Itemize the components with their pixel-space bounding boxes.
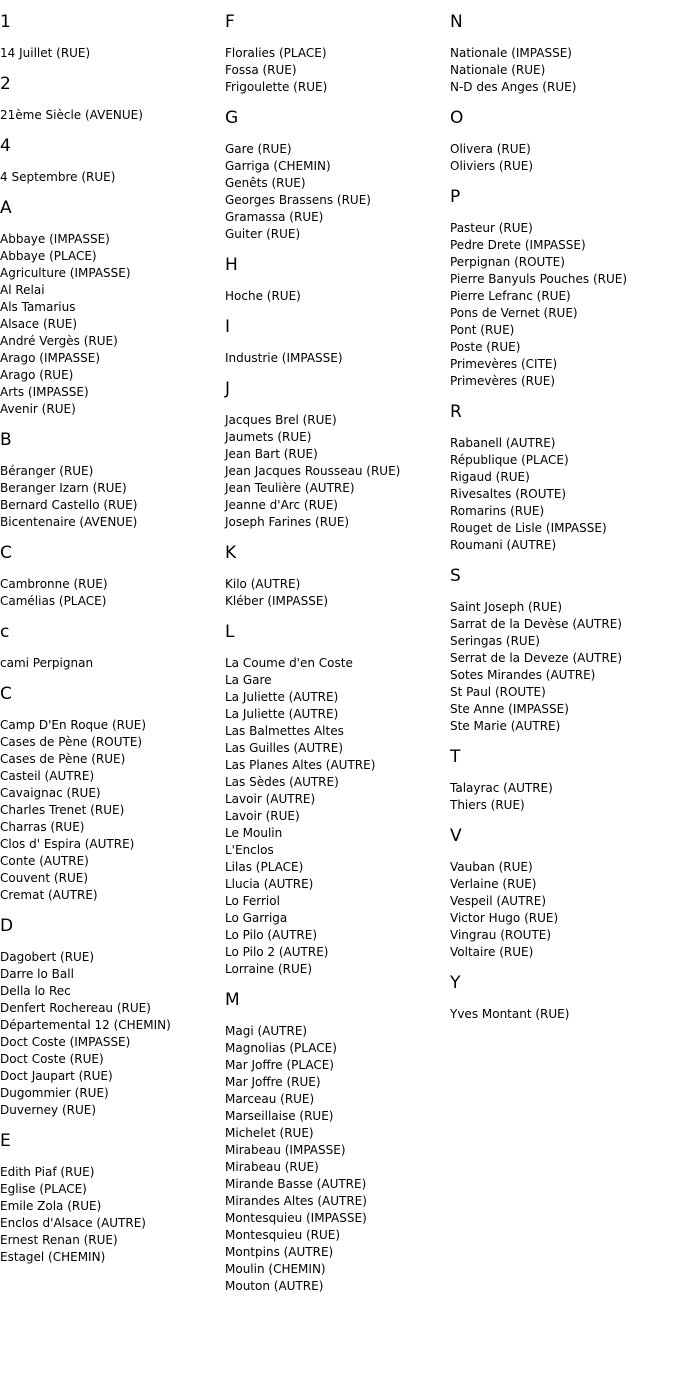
street-item: Arts (IMPASSE)	[0, 385, 89, 399]
street-item: Montesquieu (IMPASSE)	[225, 1211, 367, 1225]
street-item: Pasteur (RUE)	[450, 221, 533, 235]
letter-group	[225, 543, 445, 610]
street-item: 21ème Siècle (AVENUE)	[0, 108, 143, 122]
group-letter-heading: A	[0, 198, 12, 218]
street-item: Pierre Banyuls Pouches (RUE)	[450, 272, 628, 286]
street-item: République (PLACE)	[450, 453, 569, 467]
letter-group	[225, 12, 445, 96]
letter-group	[0, 136, 220, 186]
group-letter-heading: C	[0, 543, 12, 563]
street-item: Charras (RUE)	[0, 820, 85, 834]
street-item: Las Planes Altes (AUTRE)	[225, 758, 376, 772]
street-item: Frigoulette (RUE)	[225, 80, 328, 94]
street-item: Las Balmettes Altes	[225, 724, 344, 738]
street-item: Estagel (CHEMIN)	[0, 1250, 106, 1264]
group-letter-heading: P	[450, 187, 461, 207]
street-item: Bernard Castello (RUE)	[0, 498, 138, 512]
street-item: Las Sèdes (AUTRE)	[225, 775, 339, 789]
street-index-column-2	[225, 0, 445, 1295]
street-item: Abbaye (IMPASSE)	[0, 232, 110, 246]
letter-group	[450, 187, 675, 390]
street-item: Clos d' Espira (AUTRE)	[0, 837, 135, 851]
group-letter-heading: D	[0, 916, 14, 936]
street-item: Pons de Vernet (RUE)	[450, 306, 578, 320]
street-item: Vauban (RUE)	[450, 860, 533, 874]
street-item: Avenir (RUE)	[0, 402, 76, 416]
letter-group	[0, 1131, 220, 1266]
street-item: L'Enclos	[225, 843, 274, 857]
street-item: Michelet (RUE)	[225, 1126, 314, 1140]
street-item: Romarins (RUE)	[450, 504, 545, 518]
group-letter-heading: K	[225, 543, 237, 563]
street-list	[0, 949, 220, 1119]
letter-group	[0, 12, 220, 62]
street-item: Victor Hugo (RUE)	[450, 911, 559, 925]
street-item: Georges Brassens (RUE)	[225, 193, 371, 207]
street-item: Marceau (RUE)	[225, 1092, 315, 1106]
street-item: Rigaud (RUE)	[450, 470, 530, 484]
street-item: St Paul (ROUTE)	[450, 685, 546, 699]
group-letter-heading: C	[0, 684, 12, 704]
street-item: Jean Jacques Rousseau (RUE)	[225, 464, 401, 478]
group-letter-heading: I	[225, 317, 231, 337]
street-item: Mouton (AUTRE)	[225, 1279, 324, 1293]
street-item: Vingrau (ROUTE)	[450, 928, 552, 942]
street-item: Lilas (PLACE)	[225, 860, 304, 874]
letter-group	[450, 12, 675, 96]
letter-group	[0, 916, 220, 1119]
group-letter-heading: R	[450, 402, 462, 422]
street-item: Charles Trenet (RUE)	[0, 803, 125, 817]
street-item: Nationale (IMPASSE)	[450, 46, 572, 60]
street-item: Arago (IMPASSE)	[0, 351, 101, 365]
street-item: Montesquieu (RUE)	[225, 1228, 341, 1242]
street-item: Edith Piaf (RUE)	[0, 1165, 95, 1179]
group-letter-heading: N	[450, 12, 463, 32]
street-list	[0, 1164, 220, 1266]
street-list	[0, 717, 220, 904]
street-item: Mar Joffre (PLACE)	[225, 1058, 334, 1072]
street-item: La Coume d'en Coste	[225, 656, 353, 670]
street-item: Magnolias (PLACE)	[225, 1041, 337, 1055]
street-list	[450, 45, 675, 96]
street-item: Genêts (RUE)	[225, 176, 306, 190]
street-item: Vespeil (AUTRE)	[450, 894, 546, 908]
letter-group	[0, 74, 220, 124]
street-item: Mirandes Altes (AUTRE)	[225, 1194, 367, 1208]
letter-group	[0, 684, 220, 904]
letter-group	[450, 826, 675, 961]
street-item: Sarrat de la Devèse (AUTRE)	[450, 617, 622, 631]
street-item: Ernest Renan (RUE)	[0, 1233, 118, 1247]
street-list	[450, 1006, 675, 1023]
street-item: Pont (RUE)	[450, 323, 515, 337]
street-item: Eglise (PLACE)	[0, 1182, 87, 1196]
street-item: La Juliette (AUTRE)	[225, 707, 339, 721]
group-letter-heading: B	[0, 430, 12, 450]
street-item: Cambronne (RUE)	[0, 577, 108, 591]
street-item: Cremat (AUTRE)	[0, 888, 98, 902]
street-list	[0, 169, 220, 186]
street-item: N-D des Anges (RUE)	[450, 80, 577, 94]
street-item: Seringas (RUE)	[450, 634, 540, 648]
street-item: André Vergès (RUE)	[0, 334, 118, 348]
street-item: Jeanne d'Arc (RUE)	[225, 498, 338, 512]
street-list	[450, 859, 675, 961]
street-item: Abbaye (PLACE)	[0, 249, 97, 263]
street-list	[0, 463, 220, 531]
street-item: Serrat de la Deveze (AUTRE)	[450, 651, 623, 665]
street-item: Camélias (PLACE)	[0, 594, 107, 608]
street-item: Jacques Brel (RUE)	[225, 413, 337, 427]
street-item: Camp D'En Roque (RUE)	[0, 718, 147, 732]
group-letter-heading: 1	[0, 12, 11, 32]
street-item: Cavaignac (RUE)	[0, 786, 101, 800]
street-list	[225, 141, 445, 243]
street-item: Arago (RUE)	[0, 368, 74, 382]
street-item: Jaumets (RUE)	[225, 430, 312, 444]
street-item: Marseillaise (RUE)	[225, 1109, 334, 1123]
street-item: Talayrac (AUTRE)	[450, 781, 553, 795]
letter-group	[450, 566, 675, 735]
letter-group	[0, 543, 220, 610]
street-item: Floralies (PLACE)	[225, 46, 327, 60]
street-item: Magi (AUTRE)	[225, 1024, 308, 1038]
street-item: Dagobert (RUE)	[0, 950, 95, 964]
street-item: 14 Juillet (RUE)	[0, 46, 91, 60]
street-list	[0, 231, 220, 418]
letter-group	[0, 622, 220, 672]
group-letter-heading: 4	[0, 136, 11, 156]
letter-group	[225, 108, 445, 243]
street-item: cami Perpignan	[0, 656, 94, 670]
letter-group	[225, 317, 445, 367]
street-item: Llucia (AUTRE)	[225, 877, 314, 891]
street-item: Le Moulin	[225, 826, 283, 840]
group-letter-heading: T	[450, 747, 461, 767]
street-item: Lo Ferriol	[225, 894, 280, 908]
street-item: Primevères (RUE)	[450, 374, 556, 388]
street-item: Garriga (CHEMIN)	[225, 159, 331, 173]
street-item: Joseph Farines (RUE)	[225, 515, 350, 529]
street-item: Rivesaltes (ROUTE)	[450, 487, 567, 501]
street-item: Mar Joffre (RUE)	[225, 1075, 321, 1089]
street-list	[225, 1023, 445, 1295]
street-list	[450, 599, 675, 735]
street-item: Ste Marie (AUTRE)	[450, 719, 561, 733]
street-item: Nationale (RUE)	[450, 63, 546, 77]
street-item: Lo Garriga	[225, 911, 288, 925]
street-item: Gramassa (RUE)	[225, 210, 324, 224]
street-list	[0, 107, 220, 124]
street-item: Lo Pilo (AUTRE)	[225, 928, 318, 942]
group-letter-heading: V	[450, 826, 462, 846]
street-item: Enclos d'Alsace (AUTRE)	[0, 1216, 146, 1230]
street-item: Béranger (RUE)	[0, 464, 94, 478]
street-item: Doct Jaupart (RUE)	[0, 1069, 113, 1083]
letter-group	[225, 990, 445, 1295]
street-item: Perpignan (ROUTE)	[450, 255, 565, 269]
street-item: Jean Bart (RUE)	[225, 447, 318, 461]
street-item: Della lo Rec	[0, 984, 71, 998]
street-item: Mirabeau (IMPASSE)	[225, 1143, 346, 1157]
street-item: Verlaine (RUE)	[450, 877, 537, 891]
street-item: Guiter (RUE)	[225, 227, 301, 241]
street-item: Lavoir (RUE)	[225, 809, 300, 823]
street-item: Denfert Rochereau (RUE)	[0, 1001, 151, 1015]
group-letter-heading: 2	[0, 74, 11, 94]
letter-group	[0, 198, 220, 418]
street-index-column-1	[0, 0, 220, 1266]
street-item: Lorraine (RUE)	[225, 962, 313, 976]
street-item: Doct Coste (IMPASSE)	[0, 1035, 131, 1049]
street-item: Mirande Basse (AUTRE)	[225, 1177, 367, 1191]
street-item: Poste (RUE)	[450, 340, 521, 354]
street-item: Thiers (RUE)	[450, 798, 525, 812]
street-item: Casteil (AUTRE)	[0, 769, 95, 783]
street-list	[225, 45, 445, 96]
group-letter-heading: H	[225, 255, 238, 275]
group-letter-heading: L	[225, 622, 235, 642]
street-item: Pierre Lefranc (RUE)	[450, 289, 571, 303]
street-item: Cases de Pène (RUE)	[0, 752, 126, 766]
street-list	[450, 780, 675, 814]
letter-group	[225, 255, 445, 305]
group-letter-heading: c	[0, 622, 10, 642]
street-item: La Juliette (AUTRE)	[225, 690, 339, 704]
street-list	[450, 220, 675, 390]
letter-group	[225, 379, 445, 531]
street-index-column-3	[450, 0, 675, 1023]
letter-group	[450, 402, 675, 554]
street-item: Olivera (RUE)	[450, 142, 531, 156]
street-item: Saint Joseph (RUE)	[450, 600, 563, 614]
group-letter-heading: F	[225, 12, 235, 32]
street-item: Lo Pilo 2 (AUTRE)	[225, 945, 329, 959]
letter-group	[450, 108, 675, 175]
street-item: Roumani (AUTRE)	[450, 538, 557, 552]
street-item: Al Relai	[0, 283, 45, 297]
group-letter-heading: J	[225, 379, 231, 399]
street-item: Couvent (RUE)	[0, 871, 89, 885]
group-letter-heading: G	[225, 108, 239, 128]
street-item: Industrie (IMPASSE)	[225, 351, 343, 365]
street-item: Oliviers (RUE)	[450, 159, 533, 173]
street-item: Primevères (CITE)	[450, 357, 558, 371]
street-item: Beranger Izarn (RUE)	[0, 481, 127, 495]
street-item: Ste Anne (IMPASSE)	[450, 702, 569, 716]
street-item: Fossa (RUE)	[225, 63, 297, 77]
street-item: Sotes Mirandes (AUTRE)	[450, 668, 596, 682]
street-list	[225, 655, 445, 978]
street-item: Mirabeau (RUE)	[225, 1160, 319, 1174]
street-item: Darre lo Ball	[0, 967, 74, 981]
street-list	[225, 412, 445, 531]
street-item: Voltaire (RUE)	[450, 945, 534, 959]
street-item: Moulin (CHEMIN)	[225, 1262, 326, 1276]
street-list	[0, 576, 220, 610]
street-list	[0, 655, 220, 672]
street-item: Jean Teulière (AUTRE)	[225, 481, 355, 495]
street-list	[450, 435, 675, 554]
street-list	[450, 141, 675, 175]
street-item: Rouget de Lisle (IMPASSE)	[450, 521, 607, 535]
street-list	[0, 45, 220, 62]
letter-group	[450, 747, 675, 814]
street-item: La Gare	[225, 673, 272, 687]
street-list	[225, 288, 445, 305]
group-letter-heading: E	[0, 1131, 11, 1151]
street-item: Rabanell (AUTRE)	[450, 436, 556, 450]
street-item: Yves Montant (RUE)	[450, 1007, 570, 1021]
letter-group	[225, 622, 445, 978]
street-item: Emile Zola (RUE)	[0, 1199, 102, 1213]
street-item: Conte (AUTRE)	[0, 854, 89, 868]
street-item: Agriculture (IMPASSE)	[0, 266, 131, 280]
letter-group	[450, 973, 675, 1023]
letter-group	[0, 430, 220, 531]
street-item: 4 Septembre (RUE)	[0, 170, 116, 184]
street-item: Las Guilles (AUTRE)	[225, 741, 344, 755]
street-item: Dugommier (RUE)	[0, 1086, 109, 1100]
street-list	[225, 350, 445, 367]
street-list	[225, 576, 445, 610]
street-item: Lavoir (AUTRE)	[225, 792, 316, 806]
street-item: Alsace (RUE)	[0, 317, 78, 331]
group-letter-heading: Y	[450, 973, 461, 993]
street-item: Duverney (RUE)	[0, 1103, 97, 1117]
street-item: Cases de Pène (ROUTE)	[0, 735, 143, 749]
street-item: Pedre Drete (IMPASSE)	[450, 238, 586, 252]
group-letter-heading: M	[225, 990, 240, 1010]
street-item: Kléber (IMPASSE)	[225, 594, 329, 608]
group-letter-heading: O	[450, 108, 464, 128]
street-item: Bicentenaire (AVENUE)	[0, 515, 138, 529]
street-item: Hoche (RUE)	[225, 289, 301, 303]
group-letter-heading: S	[450, 566, 461, 586]
street-item: Kilo (AUTRE)	[225, 577, 301, 591]
street-item: Montpins (AUTRE)	[225, 1245, 334, 1259]
street-item: Départemental 12 (CHEMIN)	[0, 1018, 171, 1032]
street-item: Gare (RUE)	[225, 142, 292, 156]
street-item: Doct Coste (RUE)	[0, 1052, 104, 1066]
street-item: Als Tamarius	[0, 300, 76, 314]
